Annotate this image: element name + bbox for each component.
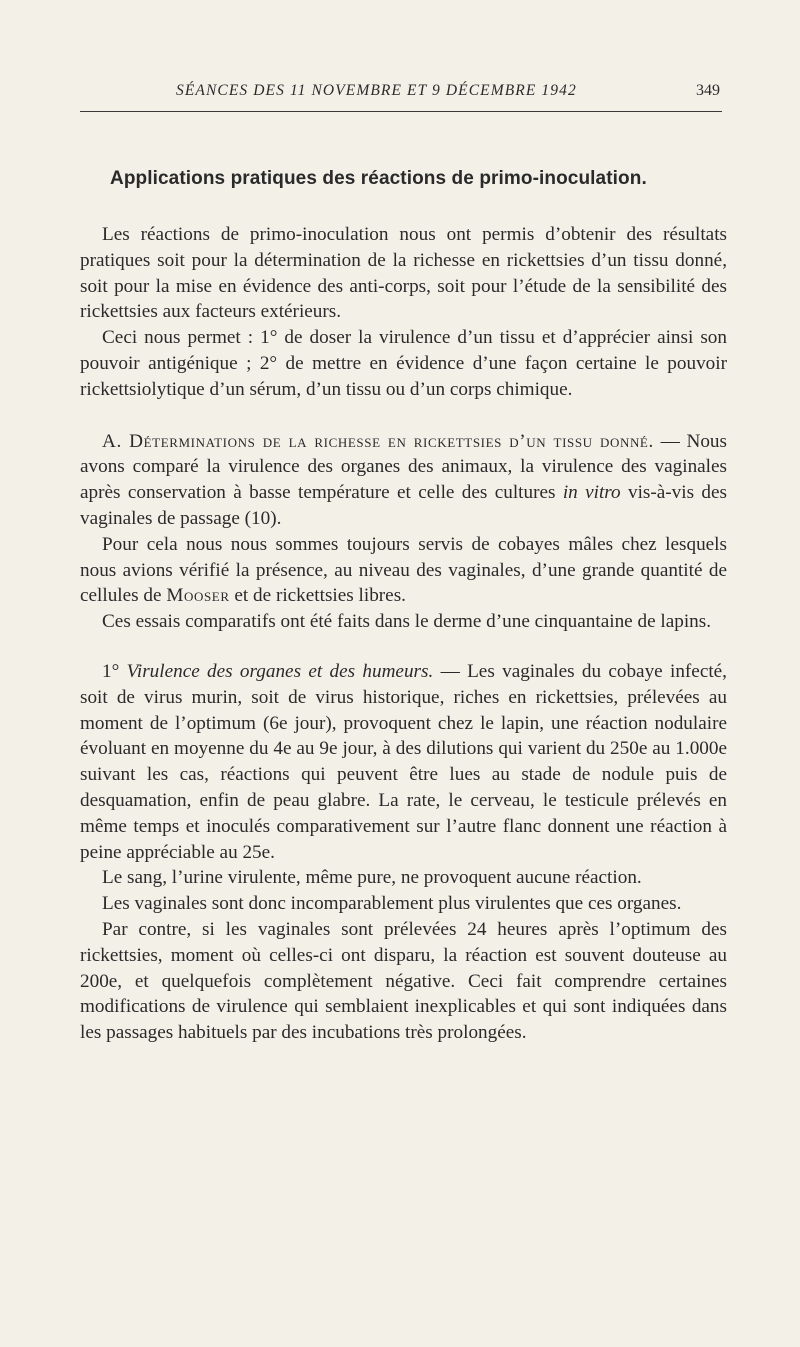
running-title: SÉANCES DES 11 NOVEMBRE ET 9 DÉCEMBRE 1942 [176, 82, 577, 99]
paragraph-permet: Ceci nous permet : 1° de doser la virulence d’un tissu et d’apprécier ainsi son pouvoir antigénique ; 2° de mettre en évidence d’une façon certaine le pouvoir rickettsiolytique d’un sérum, d’un tissu ou d’un corps chimique. [80, 327, 727, 400]
subsection-a-text-end: vis-à-vis des vaginales de passage (10). [80, 482, 727, 529]
paragraph-contre: Par contre, si les vaginales sont prélevées 24 heures après l’optimum des rickettsies, moment où celles-ci ont disparu, la réaction est souvent douteuse au 200e, et quelquefois complètement négative. Ceci fait comprendre certaines modifications de virulence qui semblaient inexplicables et qui sont indiquées dans les passages habituels par des incubations très prolongées. [80, 918, 727, 1044]
paragraph-sang: Le sang, l’urine virulente, même pure, ne provoquent aucune réaction. [102, 867, 642, 889]
virulence-number: 1° [102, 660, 127, 682]
virulence-heading: Virulence des organes et des humeurs. [126, 660, 434, 682]
body-text [80, 222, 727, 1046]
page-number: 349 [696, 82, 720, 99]
pour-cela-end: et de rickettsies libres. [229, 585, 406, 607]
paragraph-virulence [80, 659, 727, 865]
paragraph-vaginales: Les vaginales sont donc incomparablement plus virulentes que ces organes. [102, 893, 682, 915]
subsection-a-italic: in vitro [562, 482, 621, 504]
paragraph-essais: Ces essais comparatifs ont été faits dans le derme d’une cinquantaine de lapins. [102, 611, 712, 633]
running-header [80, 82, 720, 108]
virulence-text: — Les vaginales du cobaye infecté, soit de virus murin, soit de virus historique, riches en rickettsies, prélevées au moment de l’optimum (6e jour), provoquent chez le lapin, une réaction nodulaire évoluant en moyenne du 4e au 9e jour, à des dilutions qui varient du 250e au 1.000e suivant les cas, réactions qui peuvent être lues au stade de nodule puis de desquamation, enfin de peau glabre. La rate, le cerveau, le testicule prélevés en même temps et inoculés comparativement sur l’autre flanc donnent une réaction à peine appréciable au 25e. [80, 660, 727, 863]
paragraph-intro: Les réactions de primo-inoculation nous ont permis d’obtenir des résultats pratiques soit pour la détermination de la richesse en rickettsies d’un tissu donné, soit pour la mise en évidence des anti-corps, soit pour l’étude de la sensibilité des rickettsies aux facteurs extérieurs. [80, 224, 727, 323]
paragraph-a [80, 429, 727, 532]
header-rule [80, 111, 722, 112]
author-name: Mooser [166, 585, 230, 607]
pour-cela-start: Pour cela nous nous sommes toujours servis de cobayes mâles chez lesquels nous avions vérifié la présence, au niveau des vaginales, d’une grande quantité de cellules de [80, 533, 727, 607]
section-heading: Applications pratiques des réactions de primo-inoculation. [110, 168, 647, 189]
subsection-a-text: — Nous avons comparé la virulence des organes des animaux, la virulence des vaginales après conservation à basse température et celle des cultures [80, 430, 727, 504]
paragraph-pour-cela [80, 532, 727, 609]
subsection-a-heading: A. Déterminations de la richesse en rickettsies d’un tissu donné. [102, 430, 654, 452]
